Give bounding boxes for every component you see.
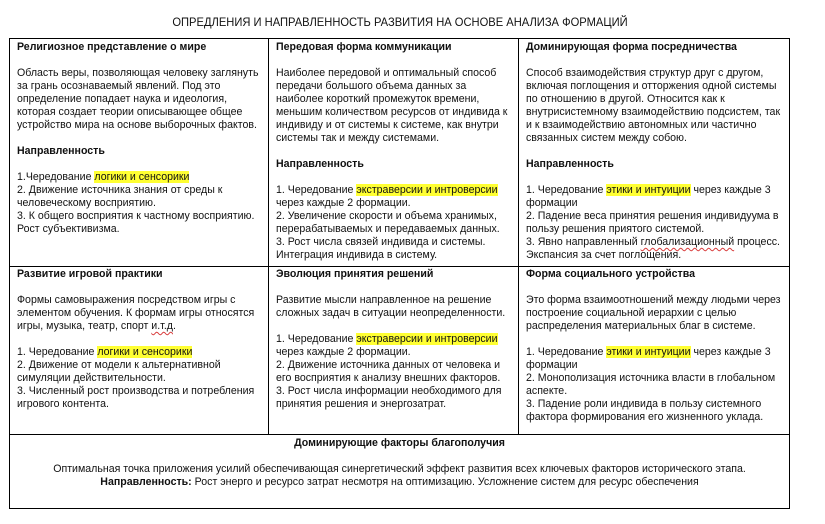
direction-item-3: [526, 236, 782, 262]
cell-description: Это форма взаимоотношений между людьми через построение социальной иерархии с целью распределения материальных благ в системе.: [526, 294, 781, 332]
cell-title: Передовая форма коммуникации: [276, 41, 452, 53]
footer-title: Доминирующие факторы благополучия: [294, 437, 505, 449]
spellcheck-word: глобализационный: [640, 236, 735, 248]
item-text: 3. Явно направленный: [526, 236, 641, 248]
cell-title: Религиозное представление о мире: [17, 41, 207, 53]
item-text: .: [172, 320, 176, 332]
cell-description: Наиболее передовой и оптимальный способ передачи большого объема данных за наиболее короткий промежуток времени, меньшим количеством ресурсов от индивида к индивиду и от системы к системе, как внутри системы так и между системами.: [276, 67, 508, 144]
cell-description: Способ взаимодействия структур друг с другом, включая поглощения и отторжения одной системы по отношению в другой. Относится как к внутрисистемному взаимодействию подсистем, так и к взаимодействию автономных или частично связанных систем между собою.: [526, 67, 781, 144]
cell-description: Развитие мысли направленное на решение сложных задач в ситуации неопределенности.: [276, 294, 506, 319]
cell-game-practice: [10, 266, 269, 434]
cell-title: Доминирующая форма посредничества: [526, 41, 737, 53]
highlighted-text: экстраверсии и интроверсии: [356, 184, 498, 196]
item-text: через каждые 3 формации: [526, 184, 771, 209]
item-text: через каждые 2 формации.: [276, 346, 411, 358]
footer-description: Оптимальная точка приложения усилий обеспечивающая синергетический эффект развития всех ключевых факторов исторического этапа.: [53, 463, 746, 475]
item-text: 1. Чередование: [526, 346, 607, 358]
cell-religious-worldview: [10, 39, 269, 266]
formations-table: [9, 38, 790, 509]
cell-mediation-form: [519, 39, 789, 266]
item-text: процесс. Экспансия за счет поглощения.: [526, 236, 780, 261]
item-text: 1. Чередование: [276, 333, 357, 345]
direction-label: Направленность: [17, 145, 105, 157]
highlighted-text: логики и сенсорики: [97, 346, 193, 358]
direction-item-3: 3. Падение роли индивида в пользу системного фактора формирования его жизненного уклада.: [526, 398, 764, 423]
cell-description: [17, 294, 261, 333]
direction-item-2: 2. Падение веса принятия решения индивидуума в пользу решения приятого системой.: [526, 210, 779, 235]
item-text: 1. Чередование: [526, 184, 607, 196]
direction-item-1: [526, 346, 782, 372]
direction-item-1: [17, 171, 261, 184]
cell-advanced-communication: [269, 39, 519, 266]
highlighted-text: этики и интуиции: [606, 346, 691, 358]
item-text: 1.Чередование: [17, 171, 95, 183]
spellcheck-word: и.т.д: [151, 320, 173, 332]
direction-item-2: 2. Движение от модели к альтернативной симуляции действительности.: [17, 359, 221, 384]
cell-title: Эволюция принятия решений: [276, 268, 434, 280]
footer-direction: [10, 476, 789, 489]
table-row: [10, 266, 789, 435]
cell-title: Развитие игровой практики: [17, 268, 163, 280]
direction-label: Направленность: [276, 158, 364, 170]
direction-item-2: 2. Движение источника данных от человека и его восприятия к анализу внешних факторов.: [276, 359, 501, 384]
item-text: через каждые 2 формации.: [276, 197, 411, 209]
item-text: через каждые 3 формации: [526, 346, 771, 371]
item-text: 1. Чередование: [276, 184, 357, 196]
direction-item-1: [276, 333, 511, 359]
footer-direction-text: Рост энерго и ресурсо затрат несмотря на оптимизацию. Усложнение систем для ресурс обеспечения: [191, 476, 699, 488]
item-text: 1. Чередование: [17, 346, 98, 358]
direction-item-3: 3. Рост числа информации необходимого для принятия решения и энергозатрат.: [276, 385, 502, 410]
cell-title: Форма социального устройства: [526, 268, 695, 280]
highlighted-text: экстраверсии и интроверсии: [356, 333, 498, 345]
direction-item-2: 2. Увеличение скорости и объема хранимых, перерабатываемых и передаваемых данных.: [276, 210, 500, 235]
table-row: [10, 39, 789, 267]
direction-item-1: [17, 346, 261, 359]
direction-item-3: 3. К общего восприятия к частному восприятию. Рост субъективизма.: [17, 210, 255, 235]
direction-item-1: [526, 184, 782, 210]
direction-item-3: 3. Рост числа связей индивида и системы. Интеграция индивида в систему.: [276, 236, 486, 261]
direction-item-2: 2. Монополизация источника власти в глобальном аспекте.: [526, 372, 776, 397]
cell-description: Область веры, позволяющая человеку заглянуть за грань осознаваемый явлений. Под это определение попадает наука и идеология, которая создает теории описывающее общее устройство мира на основе выборочных фактов.: [17, 67, 259, 131]
direction-item-3: 3. Численный рост производства и потребления игрового контента.: [17, 385, 255, 410]
direction-item-1: [276, 184, 511, 210]
cell-social-structure: [519, 266, 789, 434]
footer-direction-label: Направленность:: [100, 476, 192, 488]
highlighted-text: логики и сенсорики: [94, 171, 190, 183]
page-title: ОПРЕДЛЕНИЯ И НАПРАВЛЕННОСТЬ РАЗВИТИЯ НА ОСНОВЕ АНАЛИЗА ФОРМАЦИЙ: [172, 15, 628, 29]
highlighted-text: этики и интуиции: [606, 184, 691, 196]
direction-item-2: 2. Движение источника знания от среды к человеческому восприятию.: [17, 184, 223, 209]
footer-row: [10, 434, 789, 511]
direction-label: Направленность: [526, 158, 614, 170]
item-text: Формы самовыражения посредством игры с элементом обучения. К формам игры относятся игры, музыка, театр, спорт: [17, 294, 255, 332]
cell-decision-evolution: [269, 266, 519, 434]
